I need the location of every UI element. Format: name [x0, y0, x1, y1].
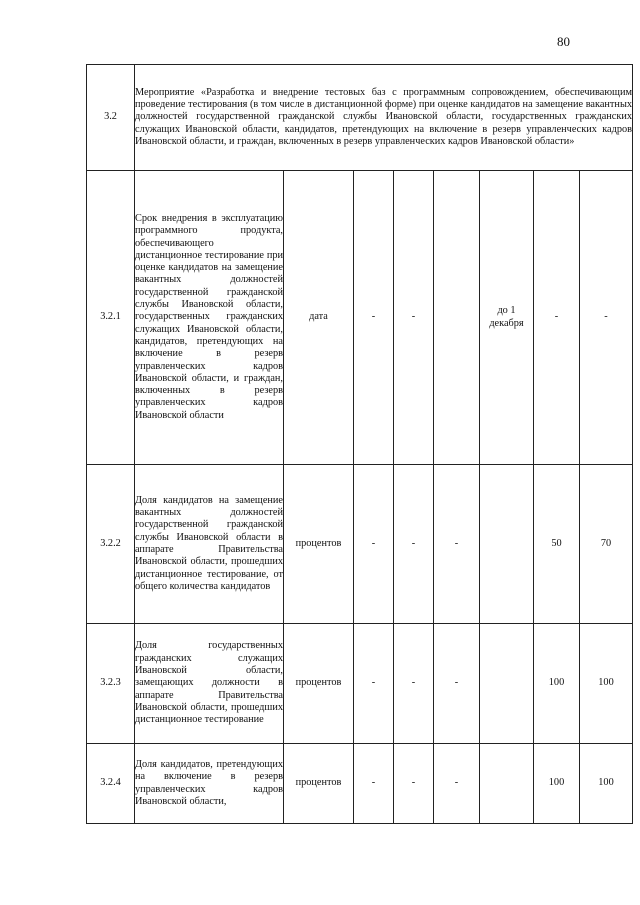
value-cell: - [434, 465, 480, 624]
table-row [87, 744, 633, 824]
row-number: 3.2.2 [87, 465, 135, 624]
value-cell: 100 [534, 624, 580, 744]
section-number: 3.2 [87, 65, 135, 171]
unit-cell: дата [284, 171, 354, 465]
value-cell: - [354, 465, 394, 624]
section-row [87, 65, 633, 171]
value-cell: до 1 декабря [480, 171, 534, 465]
table-row [87, 171, 633, 465]
value-cell: - [534, 171, 580, 465]
value-cell: 100 [580, 744, 633, 824]
value-cell [480, 744, 534, 824]
value-cell: - [394, 744, 434, 824]
value-cell: - [354, 744, 394, 824]
unit-cell: процентов [284, 744, 354, 824]
value-cell: 100 [534, 744, 580, 824]
indicator-name: Срок внедрения в эксплуатацию программного продукта, обеспечивающего дистанционное тестирование при оценке кандидатов на замещение вакантных должностей государственной гражданской службы Ивановской области, государственных гражданских служащих Ивановской области, кандидатов, претендующих на включение в резерв управленческих кадров Ивановской области, и граждан, включенных в резерв управленческих кадров Ивановской области [135, 171, 284, 465]
value-cell: 50 [534, 465, 580, 624]
unit-cell: процентов [284, 465, 354, 624]
section-title: Мероприятие «Разработка и внедрение тестовых баз с программным сопровождением, обеспечивающим проведение тестирования (в том числе в дистанционной форме) при оценке кандидатов на замещение вакантных должностей государственной гражданской службы Ивановской области, государственных гражданских служащих Ивановской области, кандидатов, претендующих на включение в резерв управленческих кадров Ивановской области, и граждан, включенных в резерв управленческих кадров Ивановской области» [135, 65, 633, 171]
value-cell [480, 624, 534, 744]
page-number: 80 [557, 34, 570, 49]
indicator-name: Доля кандидатов, претендующих на включение в резерв управленческих кадров Ивановской области, [135, 744, 284, 824]
value-cell: - [580, 171, 633, 465]
table-row [87, 465, 633, 624]
indicator-name: Доля государственных гражданских служащих Ивановской области, замещающих должности в аппарате Правительства Ивановской области, прошедших дистанционное тестирование [135, 624, 284, 744]
value-cell [434, 171, 480, 465]
value-cell: - [354, 624, 394, 744]
value-cell: - [394, 465, 434, 624]
value-cell: - [394, 624, 434, 744]
row-number: 3.2.1 [87, 171, 135, 465]
unit-cell: процентов [284, 624, 354, 744]
row-number: 3.2.3 [87, 624, 135, 744]
value-cell: - [394, 171, 434, 465]
indicators-table [86, 64, 633, 824]
table-row [87, 624, 633, 744]
value-cell [480, 465, 534, 624]
indicator-name: Доля кандидатов на замещение вакантных должностей государственной гражданской службы Ивановской области в аппарате Правительства Ивановской области, прошедших дистанционное тестирование, от общего количества кандидатов [135, 465, 284, 624]
value-cell: - [434, 624, 480, 744]
value-cell: - [354, 171, 394, 465]
value-cell: 100 [580, 624, 633, 744]
row-number: 3.2.4 [87, 744, 135, 824]
value-cell: - [434, 744, 480, 824]
value-cell: 70 [580, 465, 633, 624]
